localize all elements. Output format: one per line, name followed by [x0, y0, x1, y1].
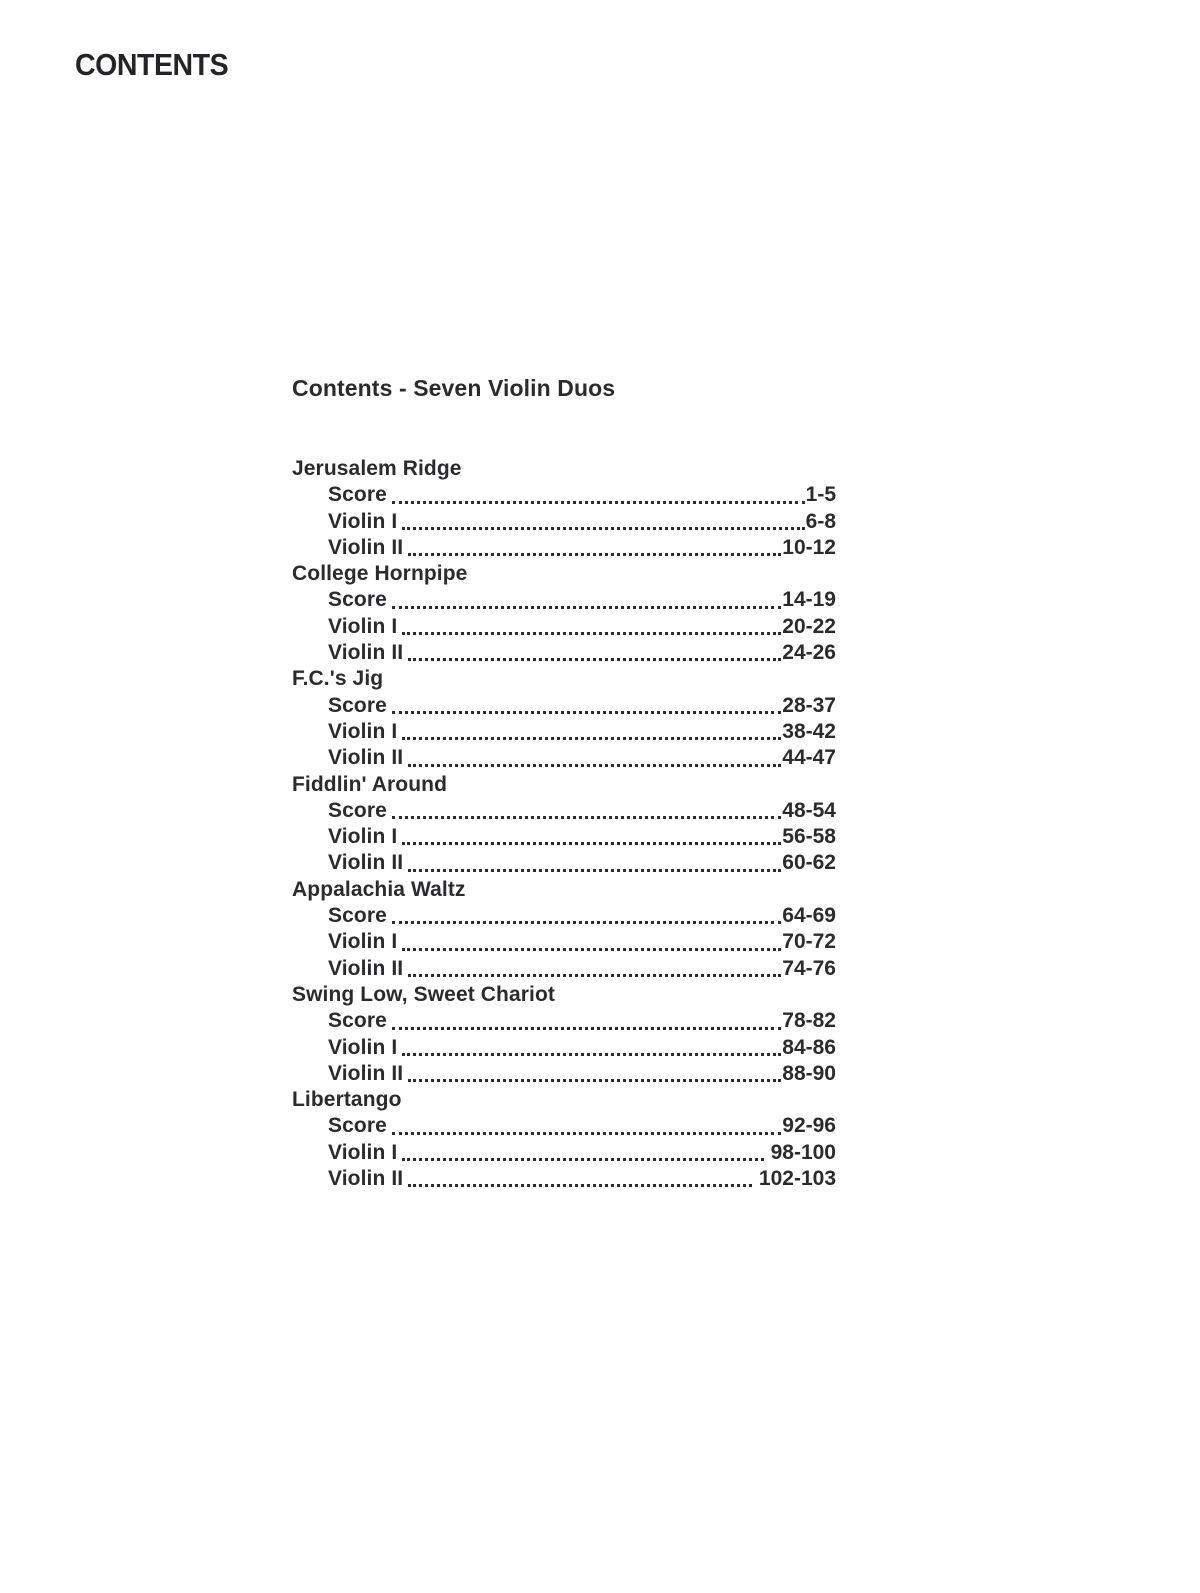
- entry-label: Violin II: [328, 641, 404, 665]
- dot-leader: [403, 745, 782, 771]
- dot-leader: [403, 535, 782, 561]
- entry-label: Violin I: [328, 614, 398, 638]
- entry-pages: 84-86: [782, 1035, 836, 1059]
- entry-pages: 38-42: [782, 719, 836, 743]
- toc-entry: [292, 850, 836, 876]
- entry-label: Violin II: [328, 1167, 404, 1191]
- page-title: CONTENTS: [75, 47, 229, 82]
- entry-pages: 102-103: [753, 1167, 836, 1191]
- dot-leader: [387, 693, 782, 719]
- toc-entry: [292, 719, 836, 745]
- toc-entry: [292, 1140, 836, 1166]
- toc-entry: [292, 956, 836, 982]
- toc-entry: [292, 824, 836, 850]
- entry-pages: 98-100: [764, 1140, 836, 1164]
- toc-entry: [292, 1061, 836, 1087]
- entry-label: Score: [328, 588, 387, 612]
- entry-label: Score: [328, 904, 387, 928]
- toc-entry: [292, 509, 836, 535]
- toc-entry: [292, 929, 836, 955]
- dot-leader: [397, 1140, 765, 1166]
- toc-list: [292, 456, 836, 1192]
- piece-group: [292, 666, 836, 771]
- entry-label: Violin II: [328, 851, 404, 875]
- entry-label: Violin I: [328, 509, 398, 533]
- entry-pages: 78-82: [782, 1009, 836, 1033]
- dot-leader: [387, 903, 782, 929]
- toc-entry: [292, 798, 836, 824]
- entry-label: Violin II: [328, 1061, 404, 1085]
- dot-leader: [387, 798, 782, 824]
- entry-label: Violin II: [328, 535, 404, 559]
- toc-entry: [292, 587, 836, 613]
- entry-pages: 64-69: [782, 904, 836, 928]
- piece-title: Jerusalem Ridge: [292, 457, 462, 480]
- toc-entry: [292, 614, 836, 640]
- piece-group: [292, 456, 836, 561]
- piece-title: College Hornpipe: [292, 562, 468, 586]
- entry-label: Violin II: [328, 746, 404, 770]
- entry-label: Violin I: [328, 825, 398, 849]
- entry-pages: 70-72: [782, 930, 836, 954]
- entry-pages: 24-26: [782, 641, 836, 665]
- entry-pages: 74-76: [782, 956, 836, 980]
- entry-pages: 20-22: [782, 614, 836, 638]
- entry-pages: 28-37: [782, 693, 836, 717]
- entry-label: Score: [328, 693, 387, 717]
- piece-title: Fiddlin' Around: [292, 772, 448, 796]
- entry-label: Violin I: [328, 1140, 398, 1164]
- entry-pages: 48-54: [782, 798, 836, 822]
- entry-pages: 1-5: [805, 483, 836, 507]
- dot-leader: [387, 587, 782, 613]
- piece-title: Libertango: [292, 1088, 402, 1112]
- dot-leader: [397, 824, 782, 850]
- toc-entry: [292, 1166, 836, 1192]
- dot-leader: [397, 929, 782, 955]
- dot-leader: [403, 956, 782, 982]
- entry-pages: 6-8: [805, 509, 836, 533]
- entry-label: Violin I: [328, 930, 398, 954]
- dot-leader: [403, 1166, 753, 1192]
- dot-leader: [397, 719, 782, 745]
- entry-pages: 10-12: [782, 535, 836, 559]
- piece-title: Swing Low, Sweet Chariot: [292, 982, 555, 1006]
- toc-entry: [292, 1113, 836, 1139]
- dot-leader: [397, 614, 782, 640]
- piece-group: [292, 982, 836, 1087]
- piece-group: [292, 772, 836, 877]
- dot-leader: [403, 850, 782, 876]
- piece-group: [292, 1087, 836, 1192]
- entry-label: Score: [328, 483, 387, 507]
- entry-label: Violin I: [328, 1035, 398, 1059]
- entry-pages: 60-62: [782, 851, 836, 875]
- toc-entry: [292, 1035, 836, 1061]
- toc-entry: [292, 640, 836, 666]
- entry-label: Violin I: [328, 719, 398, 743]
- entry-label: Violin II: [328, 956, 404, 980]
- toc-heading: Contents - Seven Violin Duos: [292, 375, 616, 401]
- dot-leader: [403, 640, 782, 666]
- dot-leader: [387, 1113, 782, 1139]
- toc-section: [292, 374, 836, 1192]
- toc-entry: [292, 745, 836, 771]
- dot-leader: [387, 1008, 782, 1034]
- dot-leader: [387, 482, 806, 508]
- piece-title: Appalachia Waltz: [292, 877, 466, 901]
- toc-entry: [292, 903, 836, 929]
- piece-group: [292, 561, 836, 666]
- entry-label: Score: [328, 1114, 387, 1138]
- toc-entry: [292, 693, 836, 719]
- entry-pages: 92-96: [782, 1114, 836, 1138]
- entry-pages: 44-47: [782, 746, 836, 770]
- entry-label: Score: [328, 1009, 387, 1033]
- entry-label: Score: [328, 798, 387, 822]
- dot-leader: [397, 1035, 782, 1061]
- dot-leader: [397, 509, 805, 535]
- dot-leader: [403, 1061, 782, 1087]
- piece-group: [292, 877, 836, 982]
- entry-pages: 14-19: [782, 588, 836, 612]
- entry-pages: 88-90: [782, 1061, 836, 1085]
- toc-entry: [292, 535, 836, 561]
- piece-title: F.C.'s Jig: [292, 667, 384, 691]
- entry-pages: 56-58: [782, 825, 836, 849]
- toc-entry: [292, 1008, 836, 1034]
- toc-entry: [292, 482, 836, 508]
